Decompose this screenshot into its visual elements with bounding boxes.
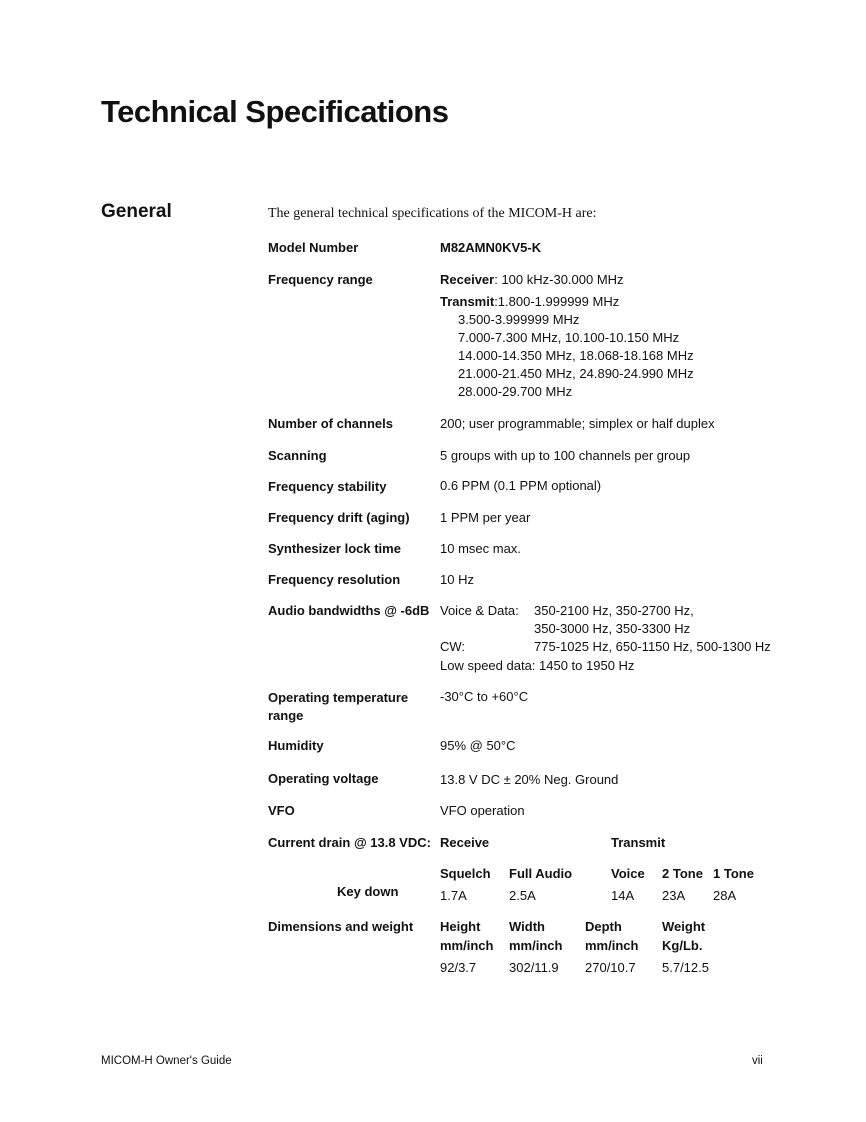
current-column-header: 2 Tone [662,866,703,881]
page-number: vii [752,1055,763,1067]
transmit-header: Transmit [611,835,666,850]
channels-value: 200; user programmable; simplex or half duplex [440,416,715,431]
section-title: General [101,201,172,222]
temperature-value: -30°C to +60°C [440,689,529,704]
dimensions-label: Dimensions and weight [268,919,414,934]
temperature-label-line: range [268,708,304,723]
low-speed-data: Low speed data: 1450 to 1950 Hz [440,658,635,673]
current-value: 1.7A [440,888,467,903]
frequency-range-label: Frequency range [268,272,373,287]
voltage-value: 13.8 V DC ± 20% Neg. Ground [440,772,619,787]
dimension-unit: Kg/Lb. [662,938,703,953]
frequency-range-value [440,271,694,401]
dimension-unit: mm/inch [585,938,639,953]
current-value: 23A [662,888,686,903]
key-down-label: Key down [337,884,399,899]
channels-label: Number of channels [268,416,393,431]
stability-label: Frequency stability [268,479,387,494]
receiver-label: Receiver [440,272,495,287]
current-column-header: 1 Tone [713,866,754,881]
page-title: Technical Specifications [101,94,449,129]
voice-data-value: 350-2100 Hz, 350-2700 Hz, [534,603,694,618]
lock-time-label: Synthesizer lock time [268,541,401,556]
drift-value: 1 PPM per year [440,510,531,525]
transmit-band: 28.000-29.700 MHz [458,384,573,399]
dimension-unit: mm/inch [509,938,563,953]
lock-time-value: 10 msec max. [440,541,521,556]
transmit-band: 14.000-14.350 MHz, 18.068-18.168 MHz [458,348,694,363]
humidity-value: 95% @ 50°C [440,738,516,753]
dimension-value: 270/10.7 [585,960,636,975]
receiver-value: : 100 kHz-30.000 MHz [494,272,624,287]
receive-header: Receive [440,835,490,850]
scanning-label: Scanning [268,448,327,463]
temperature-label [268,689,408,725]
transmit-band: 3.500-3.999999 MHz [458,312,580,327]
voice-data-label: Voice & Data: [440,603,519,618]
drift-label: Frequency drift (aging) [268,510,410,525]
intro-text: The general technical specifications of the MICOM-H are: [268,206,597,221]
current-value: 28A [713,888,737,903]
stability-value: 0.6 PPM (0.1 PPM optional) [440,478,602,493]
current-drain-label: Current drain @ 13.8 VDC: [268,835,431,850]
cw-label: CW: [440,639,466,654]
temperature-label-line: Operating temperature [268,690,409,705]
current-value: 14A [611,888,635,903]
dimension-header: Weight [662,919,706,934]
cw-value: 775-1025 Hz, 650-1150 Hz, 500-1300 Hz [534,639,771,654]
dimension-header: Width [509,919,545,934]
dimension-value: 302/11.9 [509,960,559,975]
transmit-label: Transmit [440,294,495,309]
dimension-header: Height [440,919,481,934]
current-column-header: Voice [611,866,645,881]
model-number-value: M82AMN0KV5-K [440,240,542,255]
transmit-band: 21.000-21.450 MHz, 24.890-24.990 MHz [458,366,694,381]
dimension-value: 5.7/12.5 [662,960,709,975]
transmit-band: 7.000-7.300 MHz, 10.100-10.150 MHz [458,330,680,345]
footer-guide-title: MICOM-H Owner's Guide [101,1055,232,1067]
vfo-label: VFO [268,803,295,818]
audio-label: Audio bandwidths @ -6dB [268,603,430,618]
resolution-label: Frequency resolution [268,572,401,587]
model-number-label: Model Number [268,240,359,255]
dimension-header: Depth [585,919,622,934]
transmit-value: :1.800-1.999999 MHz [494,294,620,309]
voltage-label: Operating voltage [268,771,379,786]
scanning-value: 5 groups with up to 100 channels per group [440,448,691,463]
current-column-header: Squelch [440,866,491,881]
voice-data-value: 350-3000 Hz, 350-3300 Hz [534,621,691,636]
vfo-value: VFO operation [440,803,525,818]
humidity-label: Humidity [268,738,324,753]
dimension-unit: mm/inch [440,938,494,953]
current-column-header: Full Audio [509,866,573,881]
dimension-value: 92/3.7 [440,960,477,975]
resolution-value: 10 Hz [440,572,474,587]
current-value: 2.5A [509,888,536,903]
